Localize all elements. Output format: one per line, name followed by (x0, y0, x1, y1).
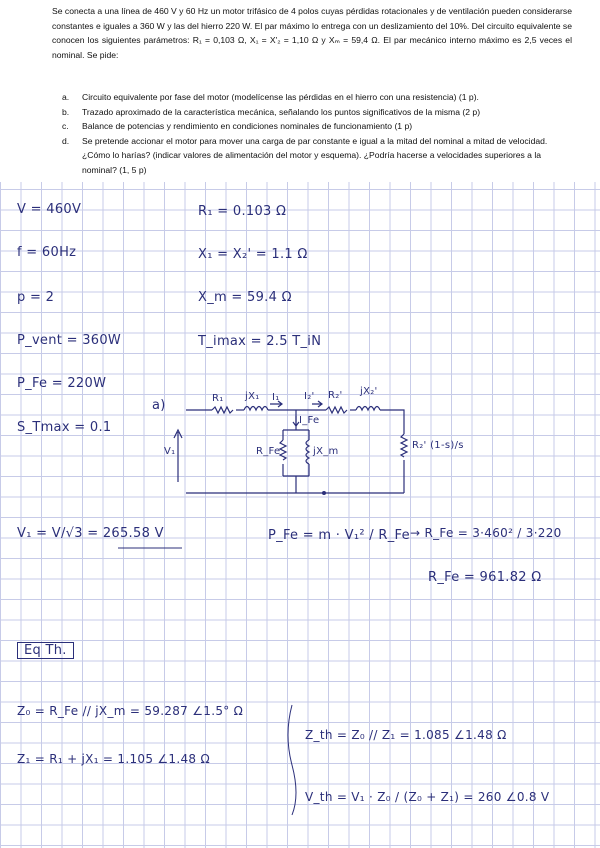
label-i2: I₂' (304, 391, 315, 402)
calc-phase-voltage: V₁ = V/√3 = 265.58 V (17, 526, 164, 541)
note-tmax: T_imax = 2.5 T_iN (198, 334, 322, 349)
label-load: R₂' (1-s)/s (412, 440, 464, 451)
label-xm: jX_m (313, 446, 339, 457)
brace-thevenin (288, 705, 296, 815)
calc-z1: Z₁ = R₁ + jX₁ = 1.105 ∠1.48 Ω (17, 752, 210, 766)
task-letter: c. (62, 121, 69, 132)
calc-rfe-expression: → R_Fe = 3·460² / 3·220 (410, 526, 562, 540)
note-voltage: V = 460V (17, 202, 82, 217)
label-v1: V₁ (164, 446, 176, 457)
label-r2: R₂' (328, 390, 343, 401)
note-iron-losses: P_Fe = 220W (17, 376, 107, 391)
calc-z0: Z₀ = R_Fe // jX_m = 59.287 ∠1.5° Ω (17, 704, 244, 718)
calc-vth: V_th = V₁ · Z₀ / (Z₀ + Z₁) = 260 ∠0.8 V (305, 790, 550, 804)
task-text: Circuito equivalente por fase del motor (modelícense las pérdidas en el hierro con una resistencia) (1 p). (82, 92, 479, 102)
label-rfe: R_Fe (256, 446, 281, 457)
thevenin-title: Eq Th. (17, 642, 74, 659)
task-letter: a. (62, 92, 70, 102)
calc-zth: Z_th = Z₀ // Z₁ = 1.085 ∠1.48 Ω (305, 728, 507, 742)
label-x2: jX₂' (360, 386, 378, 397)
label-i1: I₁ (272, 392, 280, 403)
problem-text: Se conecta a una línea de 460 V y 60 Hz un motor trifásico de 4 polos cuyas pérdidas rotacionales y de ventilación pueden considerarse constantes e iguales a 360 W y las del hierro 220 W. El par máximo lo entrega con un deslizamiento del 10%. Del circuito equivalente se conocen los siguientes parámetros: R₁ = 0,103 Ω, X₁ = X'₂ = 1,10 Ω y Xₘ = 59,4 Ω. El par mecánico interno máximo es 2,5 veces el nominal. Se pide: (52, 6, 572, 60)
calc-rfe-result: R_Fe = 961.82 Ω (428, 570, 542, 585)
note-slip-tmax: S_Tmax = 0.1 (17, 420, 112, 435)
label-x1: jX₁ (245, 391, 260, 402)
task-letter: d. (62, 135, 70, 146)
task-text: Trazado aproximado de la característica mecánica, señalando los puntos significativos de la misma (2 p) (82, 106, 481, 117)
note-xm: X_m = 59.4 Ω (198, 290, 292, 305)
label-ife: I_Fe (299, 415, 320, 426)
task-text: Balance de potencias y rendimiento en condiciones nominales de funcionamiento (1 p) (82, 121, 413, 132)
task-text: Se pretende accionar el motor para mover una carga de par constante e igual a la mitad del nominal a mitad de velocidad. ¿Cómo lo harías? (indicar valores de alimentación del motor y esquema). ¿Podría hacerse a velocidades superiores a la nominal? (1, 5 p) (82, 135, 548, 175)
note-vent-losses: P_vent = 360W (17, 333, 122, 348)
label-r1: R₁ (212, 393, 224, 404)
note-x1-x2: X₁ = X₂' = 1.1 Ω (198, 247, 308, 262)
note-frequency: f = 60Hz (17, 245, 77, 260)
task-letter: b. (62, 106, 70, 117)
part-label-a: a) (152, 398, 166, 413)
note-pole-pairs: p = 2 (17, 290, 55, 305)
calc-pfe: P_Fe = m · V₁² / R_Fe (268, 528, 410, 543)
note-r1: R₁ = 0.103 Ω (198, 204, 287, 219)
